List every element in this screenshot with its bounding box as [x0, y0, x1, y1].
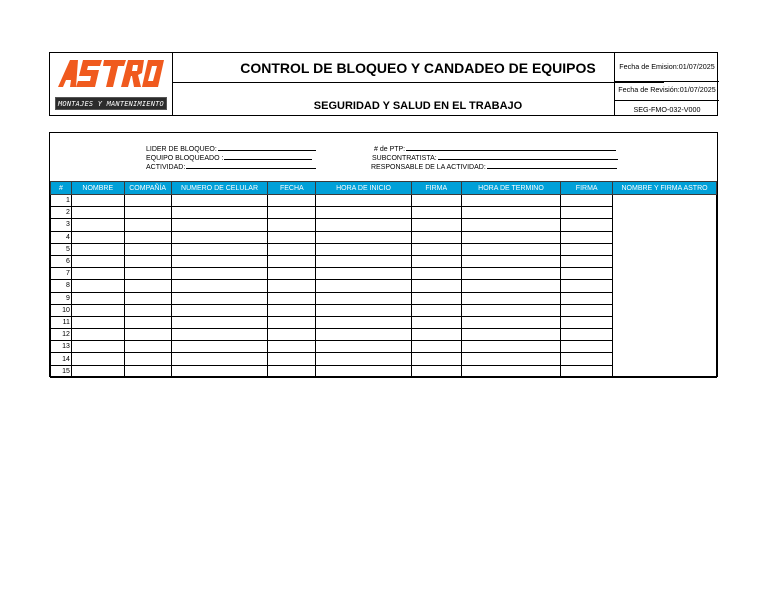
table-cell[interactable]: [124, 207, 171, 219]
table-cell[interactable]: [561, 304, 613, 316]
table-cell[interactable]: [561, 219, 613, 231]
row-number: 10: [51, 304, 72, 316]
table-cell[interactable]: [124, 304, 171, 316]
table-cell[interactable]: [561, 329, 613, 341]
table-cell[interactable]: [124, 219, 171, 231]
table-cell[interactable]: [171, 329, 268, 341]
table-cell[interactable]: [411, 365, 461, 377]
table-cell[interactable]: [561, 341, 613, 353]
table-cell[interactable]: [411, 231, 461, 243]
row-number: 7: [51, 268, 72, 280]
table-cell[interactable]: [316, 280, 412, 292]
row-number: 6: [51, 255, 72, 267]
table-cell[interactable]: [71, 353, 124, 365]
table-cell[interactable]: [561, 365, 613, 377]
table-cell[interactable]: [461, 353, 561, 365]
actividad-line[interactable]: [186, 161, 316, 169]
fecha-revision: Fecha de Revisión:01/07/2025: [618, 85, 716, 94]
table-cell[interactable]: [411, 207, 461, 219]
table-cell[interactable]: [411, 292, 461, 304]
column-header: COMPAÑÍA: [124, 182, 171, 195]
responsable-label: RESPONSABLE DE LA ACTIVIDAD:: [371, 164, 486, 171]
table-cell[interactable]: [124, 292, 171, 304]
table-cell[interactable]: [268, 304, 316, 316]
column-header: HORA DE TERMINO: [461, 182, 561, 195]
astro-signature-cell[interactable]: [613, 195, 717, 378]
table-cell[interactable]: [71, 243, 124, 255]
table-cell[interactable]: [561, 280, 613, 292]
table-cell[interactable]: [71, 365, 124, 377]
table-cell[interactable]: [268, 316, 316, 328]
table-cell[interactable]: [171, 292, 268, 304]
table-cell[interactable]: [316, 353, 412, 365]
table-cell[interactable]: [561, 268, 613, 280]
lider-label: LIDER DE BLOQUEO:: [146, 146, 217, 153]
table-cell[interactable]: [316, 195, 412, 207]
table-cell[interactable]: [171, 341, 268, 353]
table-cell[interactable]: [268, 365, 316, 377]
column-header: FECHA: [268, 182, 316, 195]
table-cell[interactable]: [411, 353, 461, 365]
table-cell[interactable]: [268, 280, 316, 292]
table-cell[interactable]: [171, 365, 268, 377]
table-cell[interactable]: [124, 353, 171, 365]
table-cell[interactable]: [268, 243, 316, 255]
meta-cell: [614, 53, 719, 115]
table-cell[interactable]: [268, 268, 316, 280]
table-cell[interactable]: [411, 341, 461, 353]
ptp-line[interactable]: [406, 143, 616, 151]
table-cell[interactable]: [316, 268, 412, 280]
table-cell[interactable]: [316, 207, 412, 219]
table-cell[interactable]: [71, 268, 124, 280]
table-cell[interactable]: [461, 268, 561, 280]
table-cell[interactable]: [124, 329, 171, 341]
meta-divider-1: [615, 81, 719, 82]
title-cell: [172, 53, 664, 115]
row-number: 4: [51, 231, 72, 243]
row-number: 8: [51, 280, 72, 292]
row-number: 14: [51, 353, 72, 365]
column-header: FIRMA: [561, 182, 613, 195]
table-cell[interactable]: [171, 219, 268, 231]
row-number: 15: [51, 365, 72, 377]
table-cell[interactable]: [561, 207, 613, 219]
table-cell[interactable]: [71, 316, 124, 328]
table-header-row: [51, 182, 717, 195]
table-cell[interactable]: [268, 195, 316, 207]
table-cell[interactable]: [316, 255, 412, 267]
meta-divider-2: [615, 100, 719, 101]
table-cell[interactable]: [124, 316, 171, 328]
table-cell[interactable]: [71, 304, 124, 316]
column-header: HORA DE INICIO: [316, 182, 412, 195]
subcontratista-label: SUBCONTRATISTA:: [372, 155, 437, 162]
table-cell[interactable]: [561, 316, 613, 328]
table-cell[interactable]: [461, 195, 561, 207]
lockout-form: [49, 132, 718, 377]
table-cell[interactable]: [461, 231, 561, 243]
equipo-line[interactable]: [224, 152, 312, 160]
table-cell[interactable]: [124, 280, 171, 292]
table-cell[interactable]: [411, 195, 461, 207]
table-cell[interactable]: [71, 231, 124, 243]
table-cell[interactable]: [316, 292, 412, 304]
table-cell[interactable]: [561, 255, 613, 267]
table-cell[interactable]: [316, 316, 412, 328]
table-cell[interactable]: [461, 255, 561, 267]
table-cell[interactable]: [171, 316, 268, 328]
document-header: [49, 52, 718, 116]
row-number: 1: [51, 195, 72, 207]
responsable-line[interactable]: [487, 161, 617, 169]
equipo-label: EQUIPO BLOQUEADO :: [146, 155, 224, 162]
row-number: 9: [51, 292, 72, 304]
table-cell[interactable]: [268, 292, 316, 304]
table-cell[interactable]: [171, 304, 268, 316]
table-cell[interactable]: [461, 341, 561, 353]
table-cell[interactable]: [461, 316, 561, 328]
table-cell[interactable]: [561, 243, 613, 255]
table-cell[interactable]: [124, 255, 171, 267]
table-cell[interactable]: [411, 268, 461, 280]
row-number: 2: [51, 207, 72, 219]
table-cell[interactable]: [411, 304, 461, 316]
table-cell[interactable]: [316, 329, 412, 341]
row-number: 11: [51, 316, 72, 328]
table-cell[interactable]: [268, 341, 316, 353]
table-cell[interactable]: [124, 365, 171, 377]
table-cell[interactable]: [71, 219, 124, 231]
table-cell[interactable]: [268, 353, 316, 365]
table-cell[interactable]: [124, 243, 171, 255]
table-cell[interactable]: [316, 341, 412, 353]
table-cell[interactable]: [171, 207, 268, 219]
table-cell[interactable]: [316, 365, 412, 377]
table-cell[interactable]: [71, 280, 124, 292]
table-cell[interactable]: [124, 195, 171, 207]
row-number: 5: [51, 243, 72, 255]
table-cell[interactable]: [461, 365, 561, 377]
table-cell[interactable]: [561, 353, 613, 365]
table-cell[interactable]: [461, 280, 561, 292]
column-header: NOMBRE Y FIRMA ASTRO: [613, 182, 717, 195]
table-cell[interactable]: [171, 268, 268, 280]
table-cell[interactable]: [71, 341, 124, 353]
table-cell[interactable]: [268, 329, 316, 341]
table-cell[interactable]: [171, 280, 268, 292]
actividad-field[interactable]: [146, 161, 316, 171]
table-cell[interactable]: [71, 207, 124, 219]
row-number: 3: [51, 219, 72, 231]
subcontratista-line[interactable]: [438, 152, 618, 160]
table-cell[interactable]: [124, 268, 171, 280]
table-row: [51, 195, 717, 207]
table-cell[interactable]: [561, 292, 613, 304]
fecha-emision: Fecha de Emision:01/07/2025: [619, 62, 715, 71]
table-cell[interactable]: [171, 231, 268, 243]
logo-subtitle: MONTAJES Y MANTENIMIENTO: [55, 97, 167, 110]
table-cell[interactable]: [316, 304, 412, 316]
table-cell[interactable]: [71, 292, 124, 304]
table-cell[interactable]: [124, 231, 171, 243]
table-cell[interactable]: [461, 243, 561, 255]
column-header: #: [51, 182, 72, 195]
table-cell[interactable]: [461, 304, 561, 316]
table-cell[interactable]: [124, 341, 171, 353]
table-cell[interactable]: [171, 255, 268, 267]
document-title: CONTROL DE BLOQUEO Y CANDADEO DE EQUIPOS: [172, 53, 664, 83]
table-cell[interactable]: [268, 255, 316, 267]
table-cell[interactable]: [316, 219, 412, 231]
table-cell[interactable]: [268, 231, 316, 243]
table-cell[interactable]: [171, 195, 268, 207]
table-cell[interactable]: [268, 207, 316, 219]
table-cell[interactable]: [411, 243, 461, 255]
table-cell[interactable]: [71, 329, 124, 341]
table-cell[interactable]: [561, 195, 613, 207]
row-number: 12: [51, 329, 72, 341]
actividad-label: ACTIVIDAD:: [146, 164, 186, 171]
lider-line[interactable]: [218, 143, 316, 151]
table-cell[interactable]: [461, 207, 561, 219]
table-cell[interactable]: [316, 231, 412, 243]
table-cell[interactable]: [171, 353, 268, 365]
table-cell[interactable]: [461, 292, 561, 304]
document-code: SEG-FMO-032-V000: [633, 105, 701, 114]
table-cell[interactable]: [171, 243, 268, 255]
column-header: NUMERO DE CELULAR: [171, 182, 268, 195]
column-header: FIRMA: [411, 182, 461, 195]
ptp-label: # de PTP:: [374, 146, 406, 153]
document-subtitle: SEGURIDAD Y SALUD EN EL TRABAJO: [313, 100, 523, 112]
table-cell[interactable]: [71, 255, 124, 267]
table-cell[interactable]: [411, 316, 461, 328]
table-cell[interactable]: [561, 231, 613, 243]
table-cell[interactable]: [461, 219, 561, 231]
responsable-field[interactable]: [371, 161, 617, 171]
astro-logo: [56, 58, 166, 88]
table-cell[interactable]: [461, 329, 561, 341]
table-cell[interactable]: [268, 219, 316, 231]
table-cell[interactable]: [411, 280, 461, 292]
table-cell[interactable]: [316, 243, 412, 255]
row-number: 13: [51, 341, 72, 353]
column-header: NOMBRE: [71, 182, 124, 195]
attendance-table: [50, 181, 717, 378]
table-body: [51, 195, 717, 378]
table-cell[interactable]: [411, 219, 461, 231]
table-cell[interactable]: [411, 255, 461, 267]
table-cell[interactable]: [411, 329, 461, 341]
logo-cell: [50, 53, 173, 115]
table-cell[interactable]: [71, 195, 124, 207]
